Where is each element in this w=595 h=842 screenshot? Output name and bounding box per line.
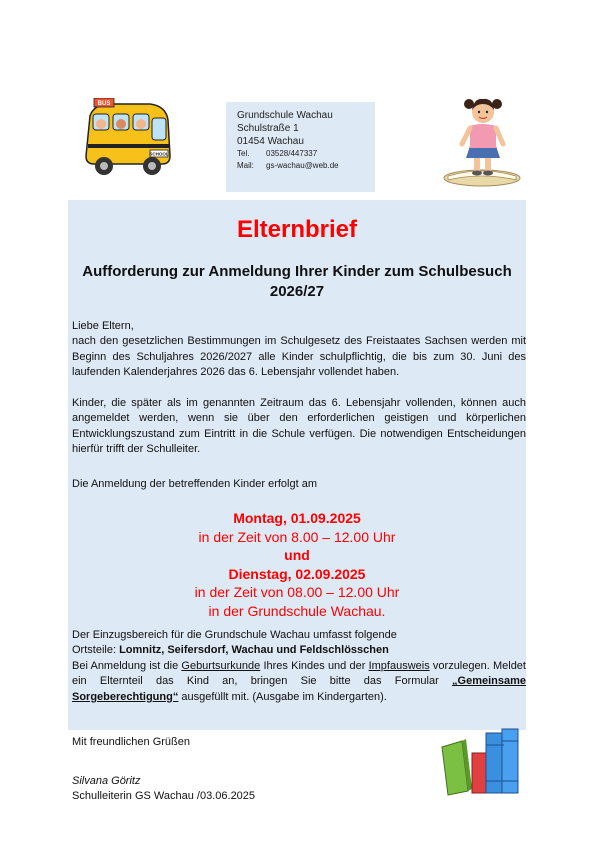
letter-subtitle: Aufforderung zur Anmeldung Ihrer Kinder zum Schulbesuch 2026/27 bbox=[82, 263, 512, 300]
paragraph-catchment-area bbox=[72, 628, 526, 705]
girl-on-book-illustration bbox=[440, 92, 524, 188]
bus-sign: BUS bbox=[97, 101, 111, 107]
phone-number: 03528/447337 bbox=[266, 149, 318, 158]
bus-school-label: SCHOOL bbox=[149, 151, 169, 157]
closing-greeting: Mit freundlichen Grüßen bbox=[72, 736, 190, 748]
time-tuesday: in der Zeit von 08.00 – 12.00 Uhr bbox=[194, 584, 400, 600]
signer-role: Schulleiterin GS Wachau /03.06.2025 bbox=[72, 790, 256, 802]
school-street: Schulstraße 1 bbox=[237, 123, 299, 134]
time-monday: in der Zeit von 8.00 – 12.00 Uhr bbox=[198, 528, 396, 545]
school-address-box bbox=[226, 102, 375, 192]
books-illustration bbox=[438, 725, 524, 797]
documents-text-a: Bei Anmeldung ist die bbox=[72, 659, 182, 672]
districts-label: Ortsteile: bbox=[72, 644, 117, 657]
signature-block bbox=[72, 774, 255, 804]
bus-body bbox=[86, 104, 170, 175]
school-name: Grundschule Wachau bbox=[237, 110, 333, 121]
districts-list: Lomnitz, Seifersdorf, Wachau und Feldschlösschen bbox=[119, 644, 389, 657]
paragraph-school-obligation: nach den gesetzlichen Bestimmungen im Schulgesetz des Freistaates Sachsen werden mit Beginn des Schuljahres 2026/2027 alle Kinder schulpflichtig, die bis zum 30. Juni des laufenden Kalenderjahres 2026 das 6. Lebensjahr vollendet haben. bbox=[72, 335, 526, 379]
salutation: Liebe Eltern, bbox=[72, 320, 134, 332]
school-city: 01454 Wachau bbox=[237, 136, 304, 147]
catchment-intro: Der Einzugsbereich für die Grundschule Wachau umfasst folgende bbox=[72, 629, 397, 641]
date-tuesday: Dienstag, 02.09.2025 bbox=[228, 565, 366, 582]
documents-text-c: vorzulegen. Meldet ein Elternteil das Kind an, bringen Sie bitte das Formular bbox=[72, 659, 526, 688]
vaccination-card-term: Impfausweis bbox=[368, 659, 430, 672]
and-label: und bbox=[284, 547, 310, 563]
school-bus-illustration bbox=[80, 98, 176, 178]
documents-text-b: Ihres Kindes und der bbox=[260, 659, 369, 672]
paragraph-registration-intro: Die Anmeldung der betreffenden Kinder erfolgt am bbox=[72, 478, 318, 490]
date-monday: Montag, 01.09.2025 bbox=[233, 510, 361, 526]
paragraph-intro bbox=[72, 319, 526, 381]
birth-certificate-term: Geburtsurkunde bbox=[181, 659, 261, 672]
letter-title: Elternbrief bbox=[236, 216, 358, 243]
catchment-districts bbox=[72, 643, 526, 658]
mail-label: Mail: bbox=[237, 161, 254, 170]
registration-dates bbox=[68, 509, 526, 620]
paragraph-documents bbox=[72, 659, 526, 705]
documents-text-d: ausgefüllt mit. (Ausgabe im Kindergarten). bbox=[178, 690, 387, 703]
registration-place: in der Grundschule Wachau. bbox=[208, 602, 386, 619]
phone-label: Tel. bbox=[237, 149, 250, 158]
email-address: gs-wachau@web.de bbox=[266, 161, 339, 170]
signer-name: Silvana Göritz bbox=[72, 775, 141, 787]
paragraph-early-enrollment: Kinder, die später als im genannten Zeitraum das 6. Lebensjahr vollenden, können auch angemeldet werden, wenn sie über den erforderlichen geistigen und körperlichen Entwicklungszustand zum Eintritt in die Schule verfügen. Die notwendigen Entscheidungen hierfür trifft der Schulleiter. bbox=[72, 397, 526, 456]
custody-form-term: „Gemeinsame Sorgeberechtigung“ bbox=[72, 675, 526, 703]
phone-row bbox=[237, 148, 375, 160]
mail-row bbox=[237, 160, 375, 172]
